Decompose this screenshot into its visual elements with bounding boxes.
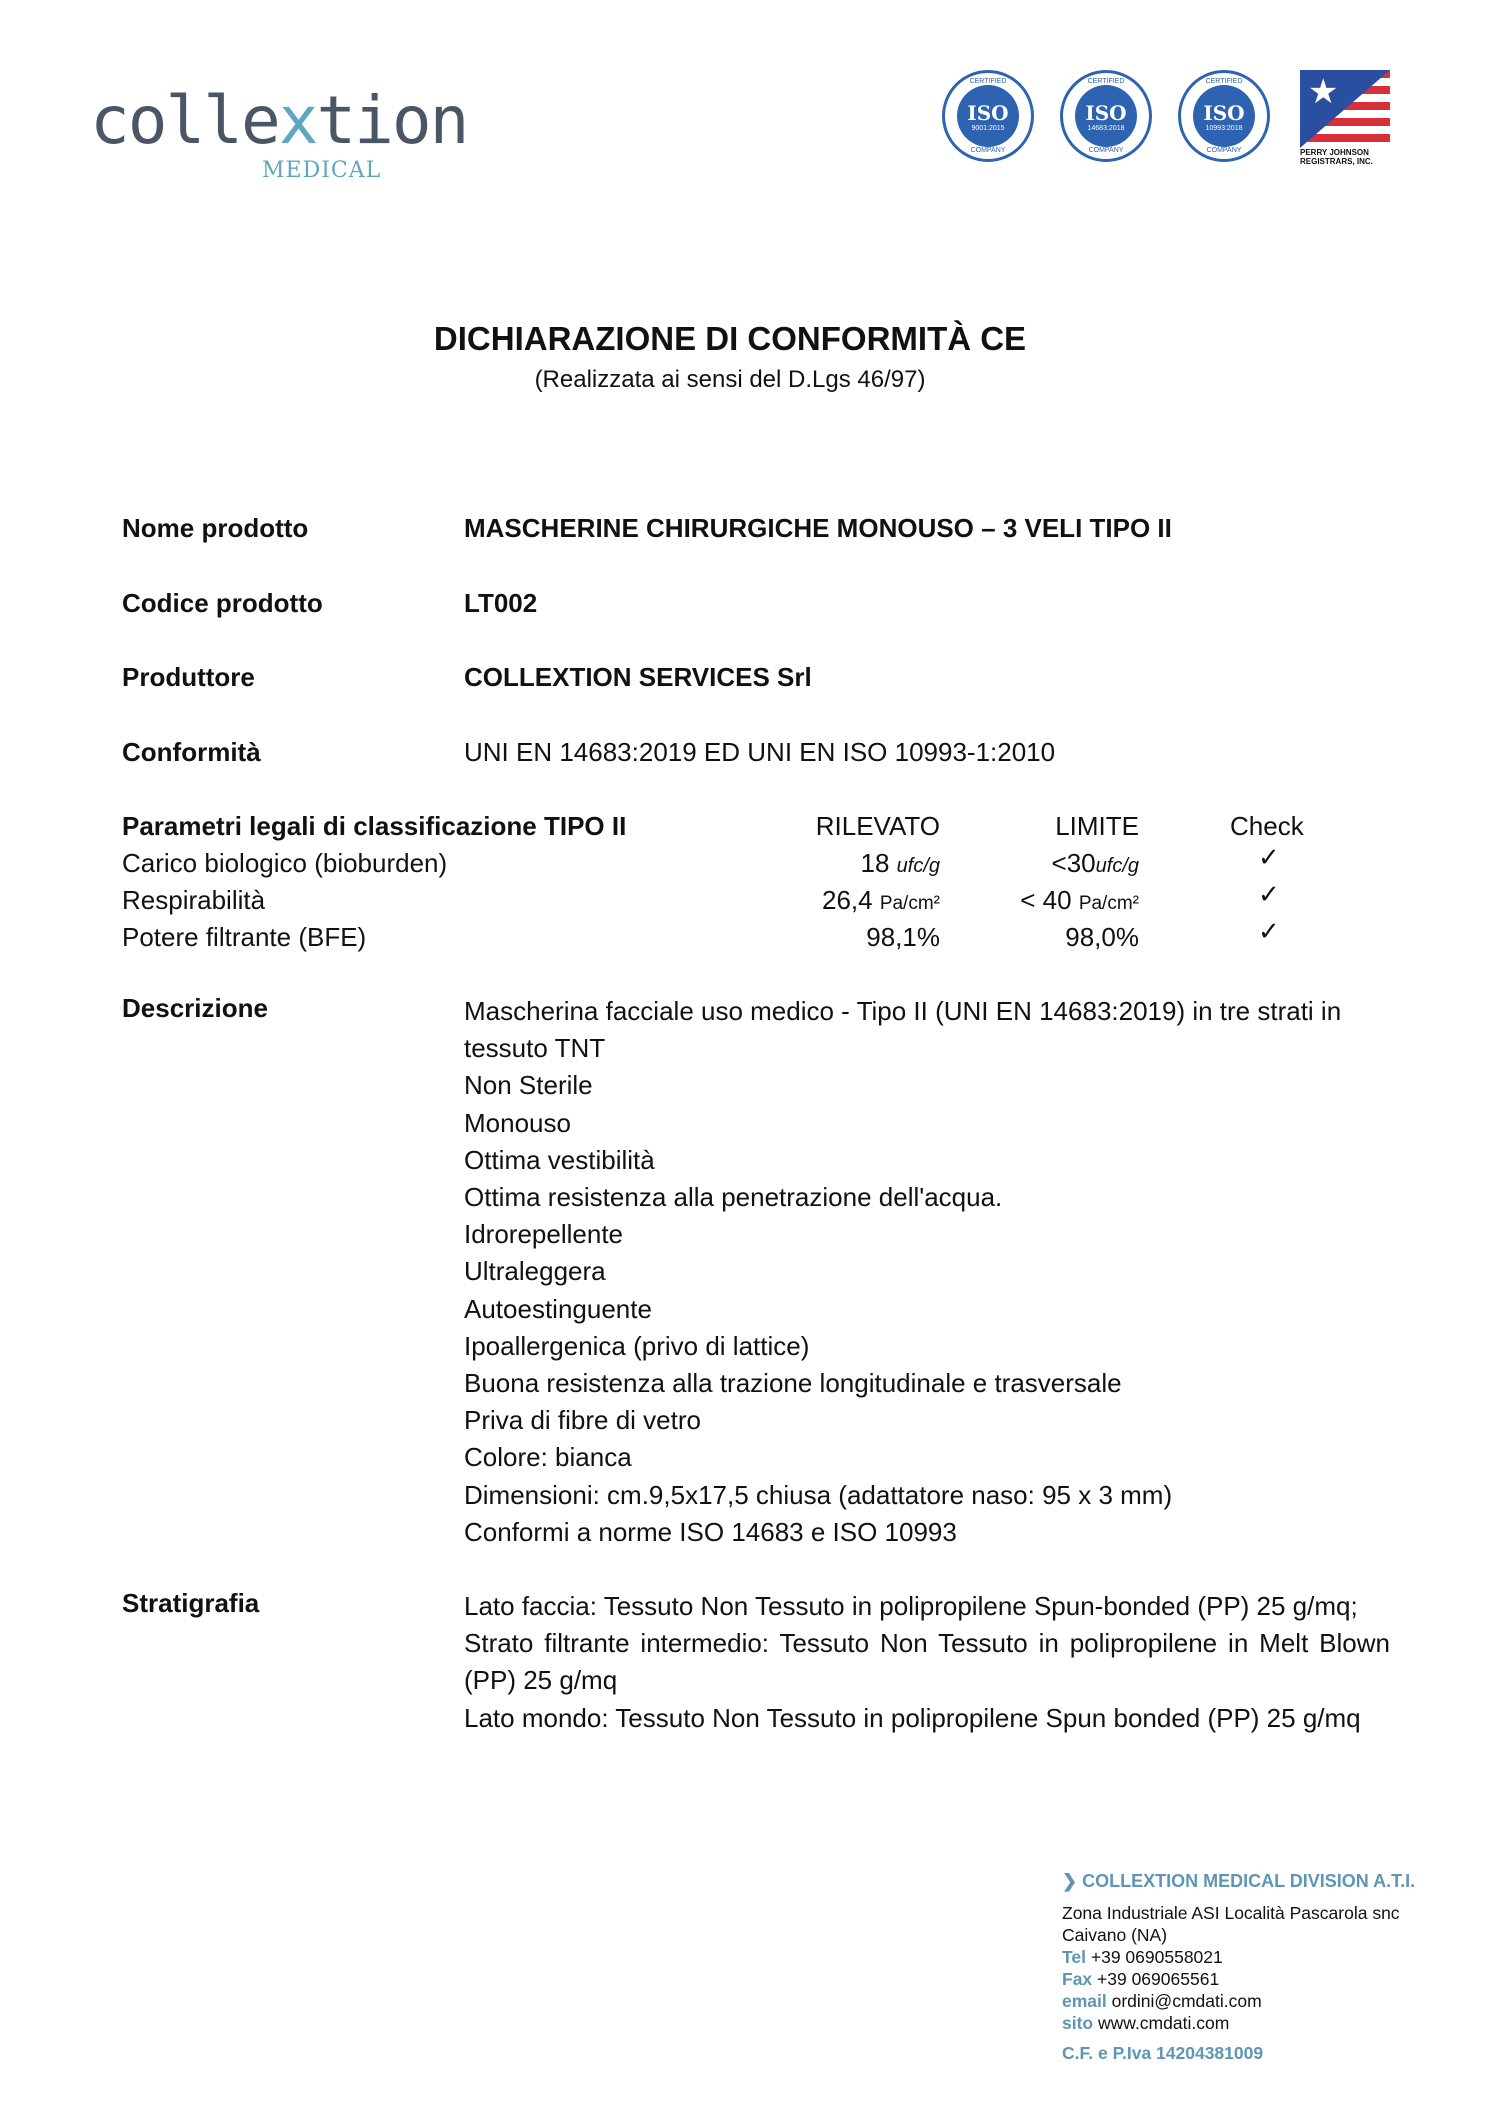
col-check: Check [1230,811,1304,841]
badge-bottom: COMPANY [1206,147,1242,154]
fax-label: Fax [1062,1969,1093,1989]
description-line: Ultraleggera [464,1256,606,1287]
logo-x: x [278,82,317,159]
page-subtitle: (Realizzata ai sensi del D.Lgs 46/97) [534,366,926,393]
description-line: Conformi a norme ISO 14683 e ISO 10993 [464,1516,957,1547]
check-icon: ✓ [1258,879,1280,909]
check-icon: ✓ [1258,916,1280,946]
product-code: LT002 [464,588,538,618]
badge-top: CERTIFIED [969,78,1007,85]
badge-standard: 10993:2018 [1205,124,1243,132]
params-heading: Parametri legali di classificazione TIPO II [122,811,627,841]
unit: Pa/cm² [1078,893,1139,914]
registrar-name: PERRY JOHNSON REGISTRARS, INC. [1300,148,1373,166]
description-list [464,993,1390,1551]
param-name: Carico biologico (bioburden) [122,848,448,878]
logo-subtitle: MEDICAL [262,158,382,183]
field-label: Produttore [122,662,255,692]
badge-label: ISO [1203,100,1245,125]
value: 18 [860,848,897,878]
unit: Pa/cm² [879,893,940,914]
description-line: Ipoallergenica (privo di lattice) [464,1330,810,1361]
description-line: Monouso [464,1107,571,1138]
division-name: COLLEXTION MEDICAL DIVISION A.T.I. [1082,1871,1416,1891]
email-label: email [1062,1991,1107,2011]
logo-text: tion [316,82,468,159]
unit: ufc/g [1095,855,1139,877]
badge-top: CERTIFIED [1205,78,1243,85]
tel-label: Tel [1062,1947,1086,1967]
check-icon: ✓ [1258,842,1280,872]
description-line: Autoestinguente [464,1293,652,1324]
badge-bottom: COMPANY [970,147,1006,154]
address-line: Caivano (NA) [1062,1925,1168,1945]
param-limit [900,885,1139,916]
logo-text: colle [90,82,279,159]
badge-bottom: COMPANY [1088,147,1124,154]
value: <30 [1051,848,1096,878]
fax-value: +39 069065561 [1097,1969,1220,1989]
badge-label: ISO [967,100,1009,125]
email-link[interactable]: ordini@cmdati.com [1111,1991,1262,2011]
badge-standard: 9001:2015 [971,124,1005,132]
description-line: Dimensioni: cm.9,5x17,5 chiusa (adattatore naso: 95 x 3 mm) [464,1479,1173,1510]
division-heading [1062,1870,1415,1892]
description-label: Descrizione [122,993,268,1023]
description-line: Idrorepellente [464,1219,623,1250]
stratigraphy-line: Strato filtrante intermedio: Tessuto Non Tessuto in polipropilene in Melt Blown (PP) 25 g/mq [464,1628,1390,1696]
value: 26,4 [821,885,880,915]
chevron-right-icon: ❯ [1062,1871,1083,1891]
value: 98,1% [866,922,940,952]
company-logo [90,82,467,159]
field-label: Conformità [122,737,261,767]
address-line: Zona Industriale ASI Località Pascarola snc [1062,1903,1400,1923]
stratigraphy-line: Lato faccia: Tessuto Non Tessuto in polipropilene Spun-bonded (PP) 25 g/mq; [464,1591,1358,1621]
iso-14683-badge-icon [1060,70,1152,162]
tel-value: +39 0690558021 [1090,1947,1223,1967]
description-line: Colore: bianca [464,1442,632,1473]
manufacturer: COLLEXTION SERVICES Srl [464,662,812,692]
page-title: DICHIARAZIONE DI CONFORMITÀ CE [433,320,1027,357]
description-line: Priva di fibre di vetro [464,1405,701,1436]
site-label: sito [1062,2013,1094,2033]
field-label: Nome prodotto [122,513,309,543]
badge-standard: 14683:2018 [1087,124,1125,132]
footer-contact [1062,1870,1415,2064]
site-link[interactable]: www.cmdati.com [1098,2013,1230,2033]
param-limit [900,848,1139,879]
vat-number: C.F. e P.Iva 14204381009 [1062,2043,1264,2063]
param-name: Potere filtrante (BFE) [122,922,367,952]
flag-icon: ★ [1300,70,1390,148]
value: 98,0% [1065,922,1139,952]
iso-10993-badge-icon [1178,70,1270,162]
badge-label: ISO [1085,100,1127,125]
conformity: UNI EN 14683:2019 ED UNI EN ISO 10993-1:2010 [464,737,1056,767]
unit: ufc/g [896,855,940,877]
badge-top: CERTIFIED [1087,78,1125,85]
field-label: Codice prodotto [122,588,323,618]
param-limit [900,922,1139,953]
stratigraphy-list [464,1588,1390,1737]
perry-johnson-logo [1300,70,1390,166]
description-line: Ottima vestibilità [464,1144,655,1175]
col-limit: LIMITE [1055,811,1139,841]
description-line: Mascherina facciale uso medico - Tipo II (UNI EN 14683:2019) in tre strati in tessuto TNT [464,996,1342,1064]
col-measured: RILEVATO [815,811,940,841]
description-line: Buona resistenza alla trazione longitudinale e trasversale [464,1368,1122,1399]
iso-9001-badge-icon [942,70,1034,162]
description-line: Ottima resistenza alla penetrazione dell'acqua. [464,1182,1003,1213]
product-name: MASCHERINE CHIRURGICHE MONOUSO – 3 VELI TIPO II [464,513,1172,543]
stratigraphy-label: Stratigrafia [122,1588,260,1618]
stratigraphy-line: Lato mondo: Tessuto Non Tessuto in polipropilene Spun bonded (PP) 25 g/mq [464,1702,1361,1733]
param-name: Respirabilità [122,885,266,915]
value: < 40 [1020,885,1079,915]
description-line: Non Sterile [464,1070,593,1101]
